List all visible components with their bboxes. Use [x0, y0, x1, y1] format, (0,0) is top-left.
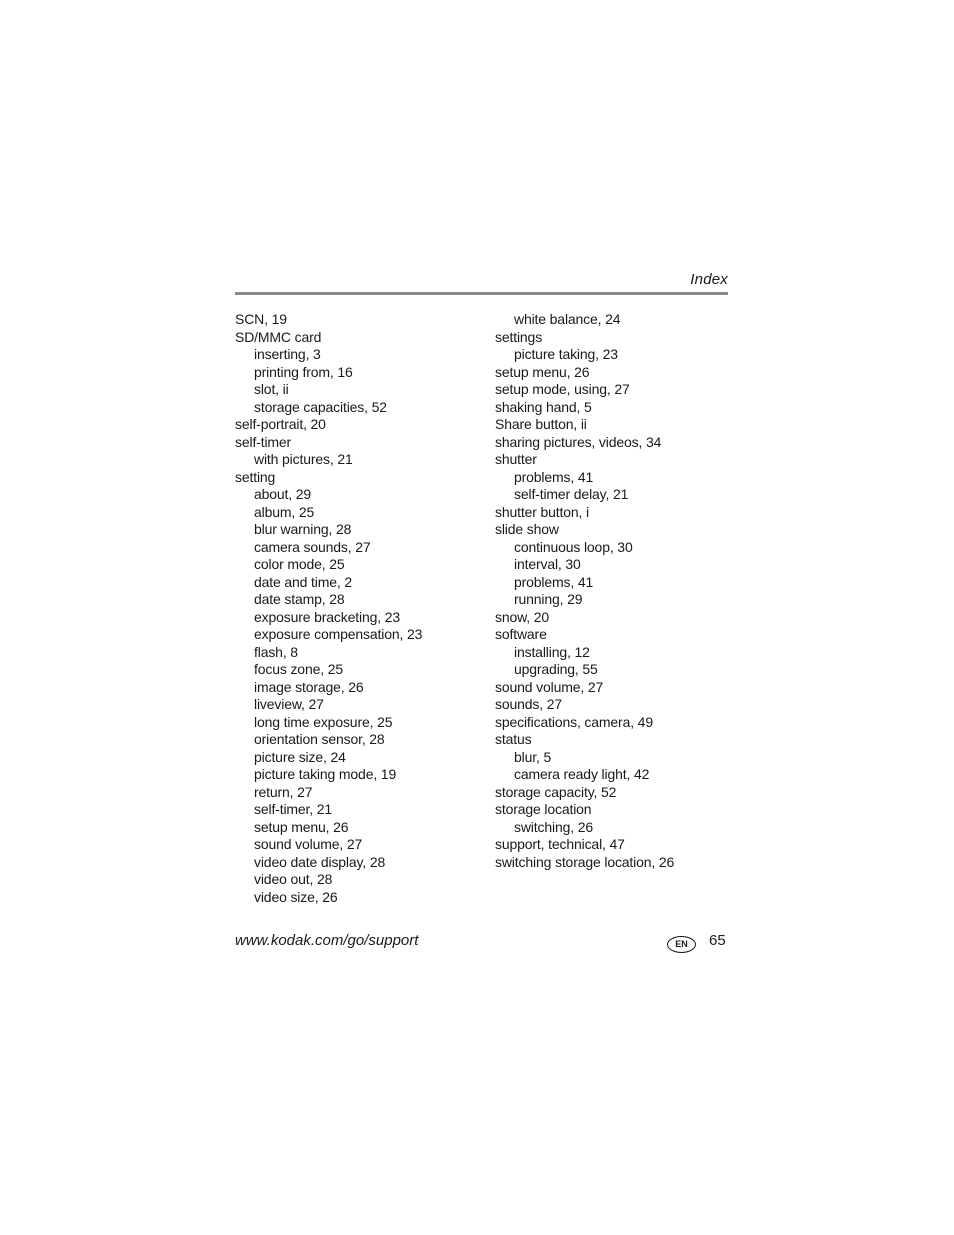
- index-subentry: blur, 5: [514, 748, 552, 765]
- index-entry: setup mode, using, 27: [495, 381, 630, 397]
- index-subentry: date stamp, 28: [254, 591, 345, 607]
- index-column-left: [235, 311, 422, 906]
- index-subentry: exposure bracketing, 23: [254, 608, 400, 625]
- index-subentry: date and time, 2: [254, 573, 352, 590]
- index-entry: settings: [495, 328, 543, 345]
- index-entry: sounds, 27: [495, 696, 562, 712]
- index-subentry: slot, ii: [254, 381, 289, 397]
- index-entry: Share button, ii: [495, 416, 587, 432]
- index-column-right: [495, 311, 674, 871]
- index-subentry: image storage, 26: [254, 678, 364, 695]
- index-subentry: camera sounds, 27: [254, 538, 371, 555]
- index-entry: SD/MMC card: [235, 328, 322, 345]
- index-subentry: about, 29: [254, 486, 312, 502]
- index-subentry: problems, 41: [514, 573, 594, 590]
- index-subentry: video date display, 28: [254, 853, 386, 870]
- index-subentry: self-timer delay, 21: [514, 486, 629, 502]
- index-entry: self-timer: [235, 433, 292, 450]
- index-subentry: return, 27: [254, 783, 313, 800]
- index-subentry: blur warning, 28: [254, 521, 352, 537]
- index-subentry: exposure compensation, 23: [254, 626, 423, 642]
- index-subentry: upgrading, 55: [514, 661, 598, 677]
- index-entry: shaking hand, 5: [495, 398, 592, 415]
- index-subentry: with pictures, 21: [254, 451, 353, 467]
- index-subentry: long time exposure, 25: [254, 713, 393, 730]
- index-entry: status: [495, 731, 532, 747]
- index-entry: sound volume, 27: [495, 678, 604, 695]
- index-entry: shutter button, i: [495, 503, 589, 520]
- index-subentry: video out, 28: [254, 871, 333, 887]
- index-entry: SCN, 19: [235, 311, 287, 327]
- index-entry: support, technical, 47: [495, 836, 625, 852]
- index-subentry: flash, 8: [254, 643, 298, 660]
- index-entry: storage location: [495, 801, 592, 817]
- index-subentry: continuous loop, 30: [514, 538, 633, 555]
- index-entry: snow, 20: [495, 608, 550, 625]
- index-entry: setup menu, 26: [495, 363, 590, 380]
- index-subentry: self-timer, 21: [254, 801, 333, 817]
- index-entry: shutter: [495, 451, 537, 467]
- index-subentry: switching, 26: [514, 818, 593, 835]
- index-subentry: problems, 41: [514, 468, 594, 485]
- index-subentry: orientation sensor, 28: [254, 731, 385, 747]
- index-subentry: white balance, 24: [514, 311, 621, 327]
- index-subentry: color mode, 25: [254, 556, 345, 572]
- index-subentry: sound volume, 27: [254, 836, 363, 852]
- index-subentry: inserting, 3: [254, 346, 321, 362]
- index-subentry: running, 29: [514, 591, 583, 607]
- page-section-title: Index: [690, 271, 728, 288]
- index-subentry: printing from, 16: [254, 363, 353, 380]
- index-entry: storage capacity, 52: [495, 783, 617, 800]
- index-subentry: video size, 26: [254, 888, 338, 905]
- index-entry: specifications, camera, 49: [495, 713, 653, 730]
- index-entry: setting: [235, 468, 276, 485]
- index-subentry: focus zone, 25: [254, 661, 343, 677]
- index-subentry: picture size, 24: [254, 748, 346, 765]
- index-entry: self-portrait, 20: [235, 416, 326, 432]
- page-number: 65: [709, 932, 726, 949]
- index-subentry: picture taking mode, 19: [254, 766, 397, 782]
- index-entry: sharing pictures, videos, 34: [495, 433, 662, 450]
- index-entry: software: [495, 626, 547, 642]
- header-rule: [235, 292, 728, 295]
- index-subentry: picture taking, 23: [514, 346, 618, 362]
- index-subentry: storage capacities, 52: [254, 398, 387, 415]
- index-subentry: installing, 12: [514, 643, 590, 660]
- index-subentry: interval, 30: [514, 556, 581, 572]
- index-subentry: album, 25: [254, 503, 315, 520]
- index-subentry: liveview, 27: [254, 696, 324, 712]
- index-subentry: setup menu, 26: [254, 818, 349, 835]
- index-subentry: camera ready light, 42: [514, 766, 650, 782]
- index-entry: switching storage location, 26: [495, 853, 675, 870]
- language-badge: EN: [667, 936, 696, 953]
- index-entry: slide show: [495, 521, 559, 537]
- support-url[interactable]: www.kodak.com/go/support: [235, 932, 419, 949]
